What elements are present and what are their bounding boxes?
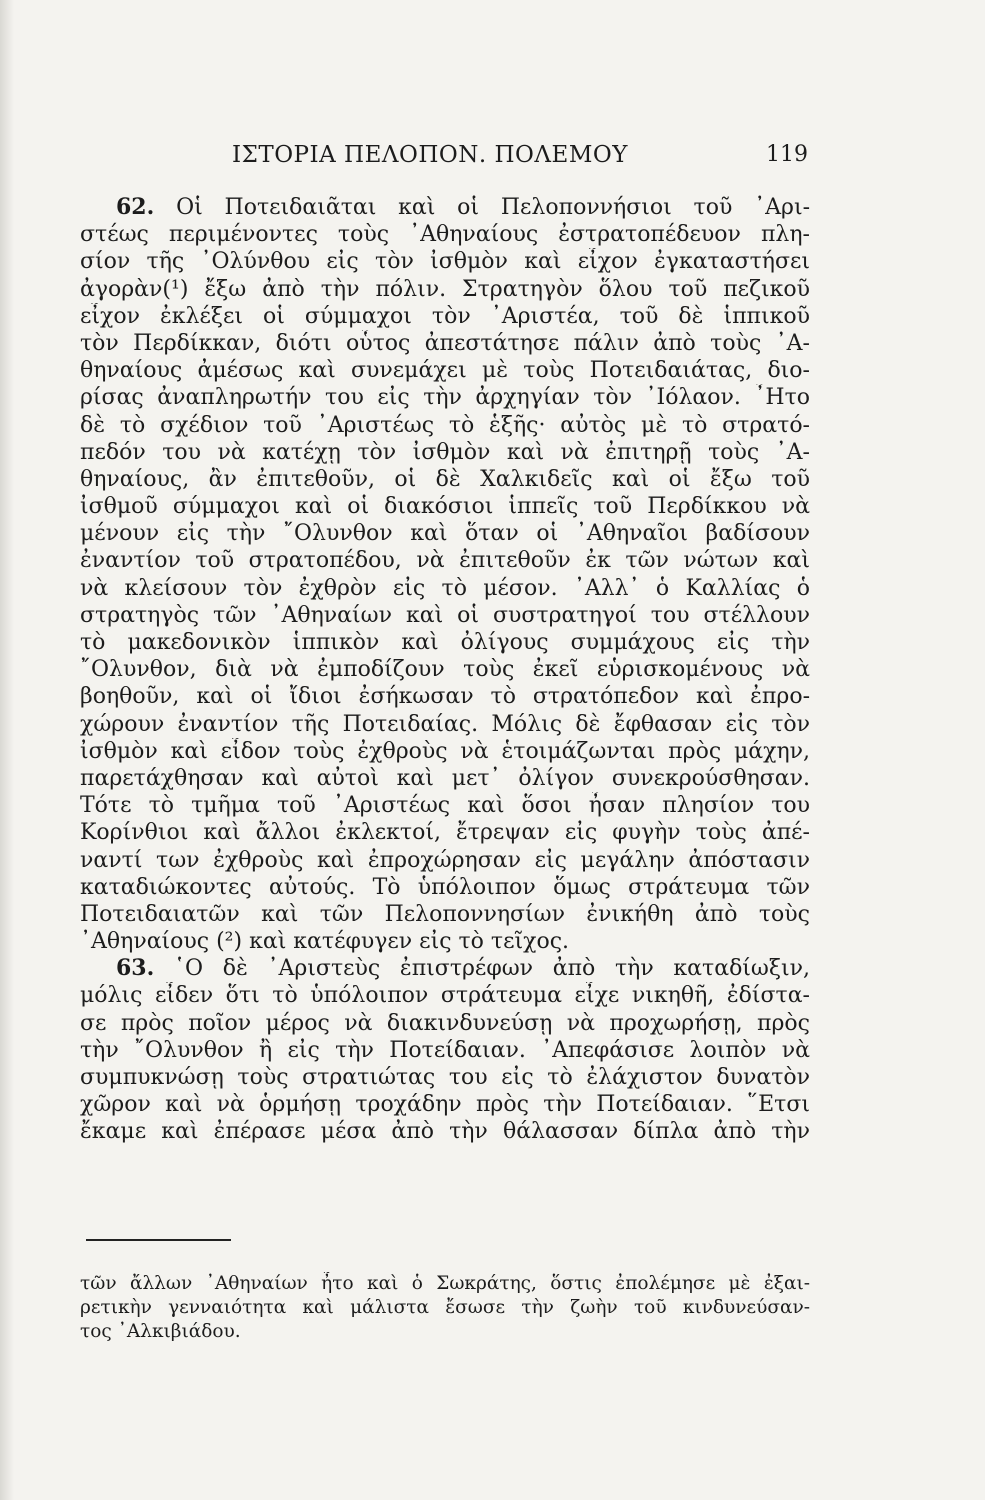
line-text: ῾Ο δὲ ᾽Αριστεὺς ἐπιστρέφων ἀπὸ τὴν καταδίωξιν, — [154, 956, 810, 982]
footnote-line: τῶν ἄλλων ᾽Αθηναίων ἦτο καὶ ὁ Σωκράτης, ὅστις ἐπολέμησε μὲ ἐξαι- — [80, 1273, 810, 1294]
footnote-line: ρετικὴν γενναιότητα καὶ μάλιστα ἔσωσε τὴν ζωὴν τοῦ κινδυνεύσαν- — [80, 1297, 810, 1318]
paragraph-63-line: συμπυκνώσῃ τοὺς στρατιώτας του εἰς τὸ ἐλάχιστον δυνατὸν — [80, 1065, 810, 1090]
paragraph-63-line: σε πρὸς ποῖον μέρος νὰ διακινδυνεύσῃ νὰ προχωρήσῃ, πρὸς — [80, 1010, 810, 1036]
paragraph-62-line: παρετάχθησαν καὶ αὐτοὶ καὶ μετ᾽ ὀλίγον συνεκρούσθησαν. — [80, 765, 810, 791]
paragraph-62-line — [80, 194, 810, 221]
paragraph-62-line: χώρουν ἐναντίον τῆς Ποτειδαίας. Μόλις δὲ ἔφθασαν εἰς τὸν — [80, 711, 810, 737]
paragraph-62-line: τὸ μακεδονικὸν ἱππικὸν καὶ ὀλίγους συμμάχους εἰς τὴν — [80, 630, 810, 655]
paragraph-63-line: τὴν ῎Ολυνθον ἢ εἰς τὴν Ποτείδαιαν. ᾽Απεφάσισε λοιπὸν νὰ — [80, 1037, 810, 1063]
paragraph-62-line: Ποτειδαιατῶν καὶ τῶν Πελοποννησίων ἐνικήθη ἀπὸ τοὺς — [80, 901, 810, 927]
paragraph-62-line: ρίσας ἀναπληρωτήν του εἰς τὴν ἀρχηγίαν τὸν ᾽Ιόλαον. ῏Ητο — [80, 385, 810, 411]
section-number-63: 63. — [116, 955, 155, 982]
paragraph-62-line: ἀγορὰν(¹) ἔξω ἀπὸ τὴν πόλιν. Στρατηγὸν ὅλου τοῦ πεζικοῦ — [80, 276, 810, 302]
running-title: ΙΣΤΟΡΙΑ ΠΕΛΟΠΟΝ. ΠΟΛΕΜΟΥ — [232, 142, 628, 168]
paragraph-62-line: σίον τῆς ᾽Ολύνθου εἰς τὸν ἰσθμὸν καὶ εἶχον ἐγκαταστήσει — [80, 249, 810, 275]
section-number-62: 62. — [116, 194, 155, 220]
paragraph-62-line: θηναίους, ἂν ἐπιτεθοῦν, οἱ δὲ Χαλκιδεῖς καὶ οἱ ἔξω τοῦ — [80, 466, 810, 492]
paragraph-62-line: ἰσθμοῦ σύμμαχοι καὶ οἱ διακόσιοι ἱππεῖς τοῦ Περδίκκου νὰ — [80, 494, 810, 520]
paragraph-62-line: νὰ κλείσουν τὸν ἐχθρὸν εἰς τὸ μέσον. ᾽Αλλ᾽ ὁ Καλλίας ὁ — [80, 575, 810, 601]
paragraph-62-line: βοηθοῦν, καὶ οἱ ἴδιοι ἐσήκωσαν τὸ στρατόπεδον καὶ ἐπρο- — [80, 684, 810, 710]
paragraph-62-line: καταδιώκοντες αὐτούς. Τὸ ὑπόλοιπον ὅμως στράτευμα τῶν — [80, 874, 810, 900]
paragraph-62-line: στρατηγὸς τῶν ᾽Αθηναίων καὶ οἱ συστρατηγοί του στέλλουν — [80, 602, 810, 628]
page-number: 119 — [766, 142, 808, 167]
paragraph-62-line: εἶχον ἐκλέξει οἱ σύμμαχοι τὸν ᾽Αριστέα, τοῦ δὲ ἱππικοῦ — [80, 303, 810, 329]
paragraph-62-line: ναντί των ἐχθροὺς καὶ ἐπροχώρησαν εἰς μεγάλην ἀπόστασιν — [80, 847, 810, 873]
paragraph-62-line: θηναίους ἀμέσως καὶ συνεμάχει μὲ τοὺς Ποτειδαιάτας, διο- — [80, 358, 810, 384]
line-text: Οἱ Ποτειδαιᾶται καὶ οἱ Πελοποννήσιοι τοῦ ᾽Αρι- — [154, 195, 810, 220]
footnote — [80, 1272, 810, 1344]
paragraph-63-line: μόλις εἶδεν ὅτι τὸ ὑπόλοιπον στράτευμα εἶχε νικηθῆ, ἐδίστα- — [80, 983, 810, 1009]
paragraph-62-line: στέως περιμένοντες τοὺς ᾽Αθηναίους ἐστρατοπέδευον πλη- — [80, 222, 810, 248]
paragraph-62-line: ᾽Αθηναίους (²) καὶ κατέφυγεν εἰς τὸ τεῖχος. — [80, 929, 570, 955]
paragraph-62-line: ἐναντίον τοῦ στρατοπέδου, νὰ ἐπιτεθοῦν ἐκ τῶν νώτων καὶ — [80, 548, 810, 574]
binding-shadow — [0, 0, 14, 1500]
paragraph-62-line: πεδόν του νὰ κατέχῃ τὸν ἰσθμὸν καὶ νὰ ἐπιτηρῇ τοὺς ᾽Α- — [80, 439, 810, 465]
paragraph-62-line: ῎Ολυνθον, διὰ νὰ ἐμποδίζουν τοὺς ἐκεῖ εὑρισκομένους νὰ — [80, 657, 810, 683]
paragraph-63-line: ἔκαμε καὶ ἐπέρασε μέσα ἀπὸ τὴν θάλασσαν δίπλα ἀπὸ τὴν — [80, 1119, 810, 1145]
footnote-line: τος ᾽Αλκιβιάδου. — [80, 1321, 241, 1342]
paragraph-62-line: δὲ τὸ σχέδιον τοῦ ᾽Αριστέως τὸ ἑξῆς· αὐτὸς μὲ τὸ στρατό- — [80, 412, 810, 438]
paragraph-62-line: ἰσθμὸν καὶ εἶδον τοὺς ἐχθροὺς νὰ ἑτοιμάζωνται πρὸς μάχην, — [80, 738, 810, 764]
paragraph-62-line: τὸν Περδίκκαν, διότι οὗτος ἀπεστάτησε πάλιν ἀπὸ τοὺς ᾽Α- — [80, 330, 810, 356]
paragraph-62-line: Τότε τὸ τμῆμα τοῦ ᾽Αριστέως καὶ ὅσοι ἦσαν πλησίον του — [80, 793, 810, 819]
running-head — [80, 142, 810, 172]
paragraph-62-line: Κορίνθιοι καὶ ἄλλοι ἐκλεκτοί, ἔτρεψαν εἰς φυγὴν τοὺς ἀπέ- — [80, 820, 810, 846]
paragraph-62-line: μένουν εἰς τὴν ῎Ολυνθον καὶ ὅταν οἱ ᾽Αθηναῖοι βαδίσουν — [80, 521, 810, 547]
paragraph-63-line: χῶρον καὶ νὰ ὁρμήσῃ τροχάδην πρὸς τὴν Ποτείδαιαν. ῞Ετσι — [80, 1092, 810, 1118]
body-text — [80, 194, 810, 1146]
paragraph-63-line — [80, 955, 810, 982]
footnote-rule — [86, 1239, 231, 1241]
